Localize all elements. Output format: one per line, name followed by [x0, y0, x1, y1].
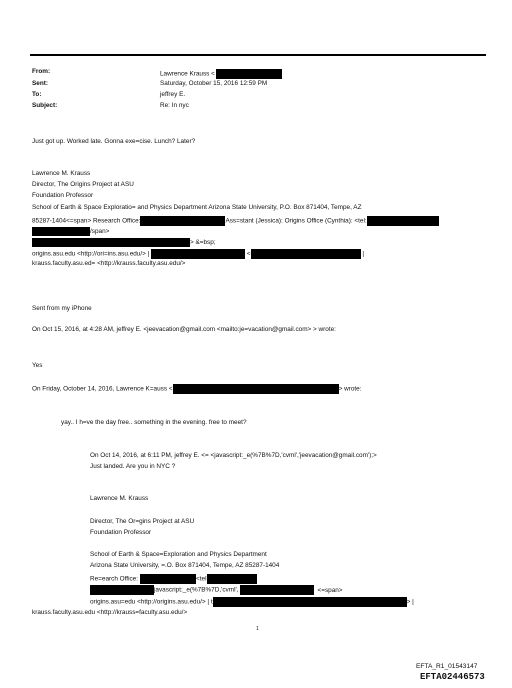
sig-school6: krauss.faculty.asu.ed= <http://krauss.faculty.asu.edu/> [32, 260, 186, 267]
footer-ref1: EFTA_R1_01543147 [416, 663, 478, 670]
redaction-block [240, 585, 314, 595]
redaction-block [207, 574, 257, 584]
page-number: 1 [256, 626, 259, 632]
redaction-block [367, 216, 439, 226]
sig-name: Lawrence M. Krauss [32, 170, 91, 177]
sig-school4-text: > &=bsp; [190, 239, 216, 247]
redaction-block [213, 597, 407, 607]
redaction-block [216, 69, 282, 79]
from-value [160, 69, 282, 79]
sig-school2a: 85287-1404<=span> Research Office: [32, 217, 141, 225]
sig-school3-text: /span> [90, 228, 110, 236]
q-sig-school2: Arizona State University, =.O. Box 871404, Tempe, AZ 85287-1404 [90, 562, 280, 569]
redaction-block [173, 384, 339, 394]
q-sig-prof: Foundation Professor [90, 529, 152, 536]
on-oct15: On Oct 15, 2016, at 4:28 AM, jeffrey E. <jeevacation@gmail.com <mailto:je=vacation@gmail.com> > wrote: [32, 326, 336, 333]
redaction-block [140, 216, 225, 226]
redaction-block [90, 585, 154, 595]
subject-label: Subject: [32, 102, 58, 109]
q-sig-school4 [90, 585, 343, 595]
q-sig-name: Lawrence M. Krauss [90, 495, 149, 502]
redaction-block [251, 249, 361, 259]
q-sig-school5a: origins.asu=edu <http://origins.asu.edu/> | t [90, 598, 213, 606]
sent-value: Saturday, October 15, 2016 12:59 PM [160, 80, 268, 87]
sent-label: Sent: [32, 80, 48, 87]
q-sig-title: Director, The Or=gins Project at ASU [90, 518, 195, 525]
to-label: To: [32, 91, 42, 98]
on-friday-a: On Friday, October 14, 2016, Lawrence K=auss < [32, 385, 173, 393]
sig-school5c: | [362, 250, 365, 258]
redaction-block [140, 574, 196, 584]
q-sig-school3 [90, 574, 257, 584]
from-text: Lawrence Krauss < [160, 70, 215, 78]
on-oct14-b: Just landed. Are you in NYC ? [90, 463, 176, 470]
header-rule [30, 54, 486, 56]
sig-school4 [32, 238, 216, 247]
sig-school5b: < [246, 250, 251, 258]
yay-line: yay.. I h=ve the day free.. something in the evening. free to meet? [61, 419, 247, 426]
sig-school3 [32, 227, 109, 236]
sig-title: Director, The Origins Project at ASU [32, 181, 134, 188]
q-sig-school4-text: javascript:_e(%7B%7D,'cvml', [154, 586, 239, 594]
last-line: krauss.faculty.asu.edu <http://krauss=faculty.asu.edu/> [32, 609, 188, 616]
sent-from: Sent from my iPhone [32, 305, 92, 312]
sig-school5 [32, 249, 364, 259]
sig-school2 [32, 216, 439, 226]
sig-school5a: origins.asu.edu <http://ori=ins.asu.edu/> | [32, 250, 150, 258]
footer-ref2: EFTA02446573 [420, 672, 485, 682]
yes-line: Yes [32, 362, 43, 369]
sig-prof: Foundation Professor [32, 192, 94, 199]
redaction-block [151, 249, 245, 259]
q-sig-school1: School of Earth & Space=Exploration and Physics Department [90, 551, 267, 558]
on-oct14-a: On Oct 14, 2016, at 6:11 PM, jeffrey E. <= <javascript:_e(%7B%7D,'cvml','jeevacation@gmail.com');> [90, 452, 377, 459]
q-sig-school5 [90, 597, 414, 607]
sig-school1: School of Earth & Space Exploratio= and Physics Department Arizona State University, P.O. Box 871404, Tempe, AZ [32, 204, 362, 211]
to-value: jeffrey E. [160, 91, 186, 98]
body-line1: Just got up. Worked late. Gonna exe=cise. Lunch? Later? [32, 138, 196, 145]
q-sig-school3a: Re=earch Office: [90, 575, 139, 583]
q-sig-school4b: <=span> [317, 586, 343, 594]
q-sig-school5b: > | [406, 598, 414, 606]
on-friday-b: > wrote: [338, 385, 362, 393]
from-label: From: [32, 68, 51, 75]
on-friday [32, 384, 361, 394]
q-sig-school3b: <tel [196, 575, 207, 583]
sig-school2b: Ass=stant (Jessica): Origins Office (Cynthia): <tel: [225, 217, 367, 225]
redaction-block [32, 238, 190, 247]
redaction-block [32, 227, 90, 236]
subject-value: Re: In nyc [160, 102, 189, 109]
